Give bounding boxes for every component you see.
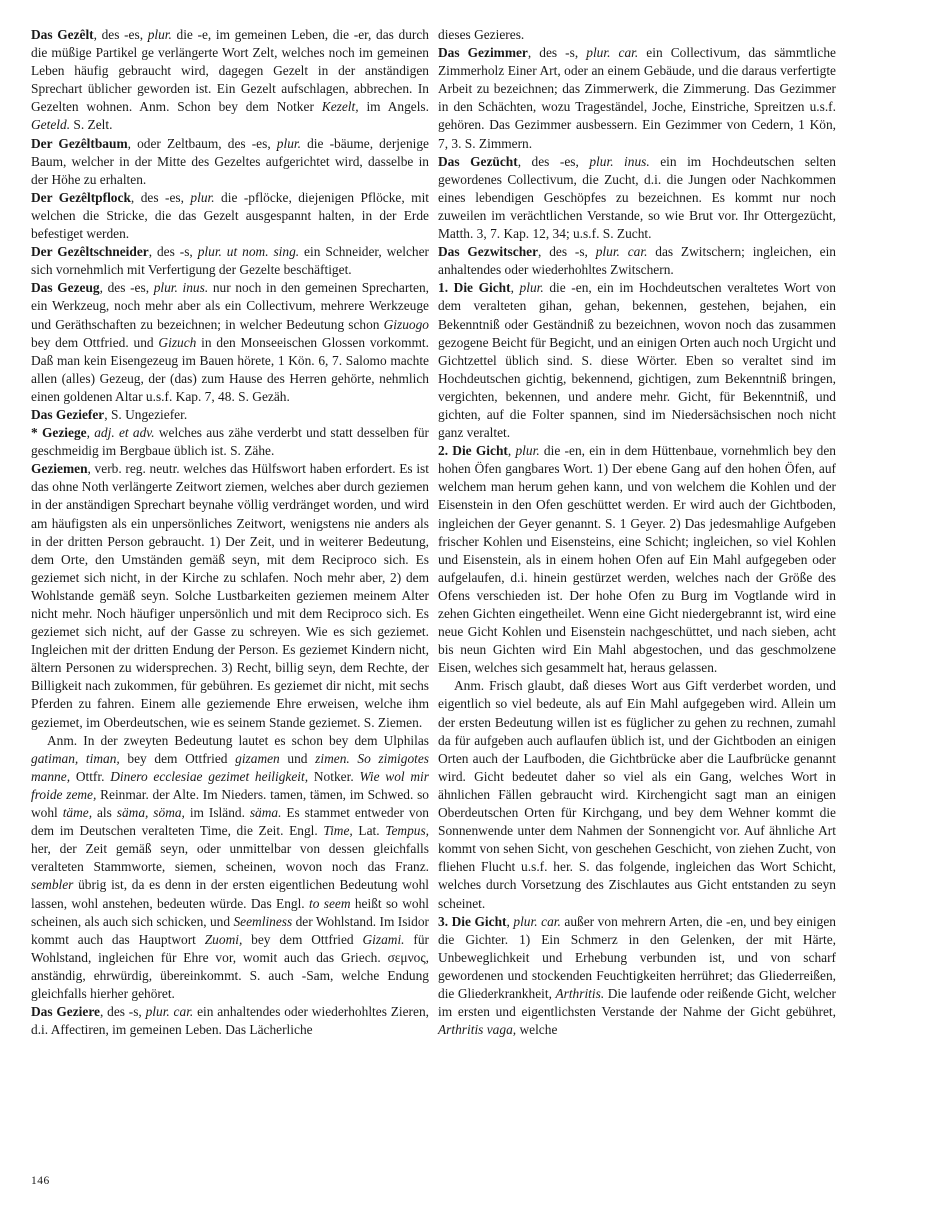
entry-text: , oder Zeltbaum, des -es, bbox=[127, 135, 277, 151]
headword: 1. Die Gicht bbox=[438, 280, 511, 296]
italic-term: Arthritis. bbox=[555, 985, 605, 1001]
entry-text: , des -s, bbox=[538, 244, 596, 260]
italic-term: gizamen bbox=[235, 750, 280, 766]
entry-text: welches aus zähe verderbt und statt desselben für geschmeidig im Bergbaue üblich ist. S. Zähe. bbox=[31, 425, 429, 459]
page-number: 146 bbox=[31, 1175, 50, 1187]
entry-text: Lat. bbox=[352, 823, 386, 839]
entry-text: welche bbox=[516, 1022, 558, 1038]
entry-text: , des -s, bbox=[527, 45, 587, 61]
entry-text: in den Monseeischen Glossen vorkommt. Daß man kein Eisengezeug im Bauen hörete, 1 Kön. 6, 7. Salomo machte allen (alles) Gezeug, der (das) zum Hause des Herren gehörte, nehmlich einen goldenen Altar u.s.f. Kap. 7, 48. S. Gezäh. bbox=[31, 334, 429, 404]
headword: 2. Die Gicht bbox=[438, 443, 508, 459]
italic-term: täme, bbox=[62, 805, 93, 821]
entry-text: , bbox=[510, 280, 520, 296]
dictionary-entry bbox=[31, 189, 429, 243]
italic-term: sembler bbox=[31, 877, 74, 893]
entry-text: das Zwitschern; ingleichen, ein anhaltendes oder wiederhohltes Zwitschern. bbox=[438, 244, 836, 278]
headword: Der Gezêltpflock bbox=[31, 189, 131, 205]
italic-term: to seem bbox=[309, 895, 351, 911]
entry-text: die -pflöcke, diejenigen Pflöcke, mit welchen die Stricke, die das Gezelt ausgespannt halten, in der Erde befestiget werden. bbox=[31, 189, 430, 242]
headword: Das Geziefer bbox=[31, 406, 105, 422]
entry-text: , des -es, bbox=[517, 153, 590, 169]
dictionary-entry bbox=[31, 406, 429, 424]
headword: Der Gezêltbaum bbox=[31, 135, 128, 151]
entry-text: übrig ist, da es denn in der ersten eigentlichen Bedeutung wohl lassen, wohl anstehen, bedeuten würde. Das Engl. bbox=[31, 877, 429, 911]
dictionary-entry bbox=[31, 279, 429, 406]
headword: Das Gezêlt bbox=[31, 27, 94, 42]
entry-text: her, der Zeit gemäß seyn, oder unmittelbar von dessen gleichfalls veralteten Stammworte, siemen, scheinen, wovon noch das Franz. bbox=[31, 841, 429, 875]
entry-text: , des -es, bbox=[130, 189, 191, 205]
entry-text: , des -s, bbox=[148, 244, 198, 260]
entry-text: die -e, im gemeinen Leben, die -er, das durch die müßige Partikel ge verlängerte Wort Zelt, welches noch im gemeinen Leben häufig gebraucht wird, dagegen Gezelt in der anständigen Sprechart üblicher geworden ist. Ein Gezelt aufschlagen, abbrechen. In Gezelten wohnen. Anm. Schon bey dem Notker bbox=[31, 27, 429, 115]
italic-term: Tempus, bbox=[385, 823, 430, 839]
italic-term: Arthritis vaga, bbox=[438, 1022, 517, 1038]
italic-term: gatiman, timan, bbox=[31, 750, 120, 766]
entry-text: S. Zelt. bbox=[70, 117, 113, 133]
entry-text: außer von mehrern Arten, die -en, und bey einigen die Gichter. 1) Ein Schmerz in den Gelenken, der mit Härte, Unbeweglichkeit und Erhebung verbunden ist, und von scharf gewordenen und stockenden Feuchtigkeiten herrühret; das Gliederreißen, die Gliederkrankheit, bbox=[438, 913, 836, 1001]
italic-term: plur. car. bbox=[145, 1004, 194, 1020]
entry-text: im Angels. bbox=[358, 99, 429, 115]
entry-text: , des -es, bbox=[93, 27, 148, 42]
headword: Das Gezücht bbox=[438, 153, 518, 169]
italic-term: Seemliness bbox=[233, 913, 293, 929]
left-column bbox=[31, 26, 429, 1039]
entry-text: , des -s, bbox=[99, 1004, 146, 1020]
entry-text: Es stammet entweder von dem im Deutschen veralteten Time, die Zeit. Engl. bbox=[31, 805, 429, 839]
entry-text: und bbox=[279, 750, 316, 766]
entry-text: die -en, ein im Hochdeutschen veraltetes Wort von dem veralteten gihan, gehan, bekennen, gestehen, bejahen, ein Bekenntniß oder Geständniß zu bezeichnen, wovon noch das zusammen gezogene Beicht für Begicht, und an einigen Orten auch noch Urgicht und Gichtzettel üblich sind. S. diese Wörter. Eben so veraltet sind im Hochdeutschen gichtig, bekennend, gichtigen, zum Bekenntniß bringen, vergichten, bekennen, und andere mehr. Gicht, für Bekenntniß, und gichten, auf die Folter spannen, sind im Niedersächsischen noch nicht ganz veraltet. bbox=[438, 280, 836, 441]
dictionary-entry bbox=[438, 442, 836, 677]
entry-text: nur noch in den gemeinen Sprecharten, ein Werkzeug, noch mehr aber als ein Collectivum, mehrere Werkzeuge und Geräthschaften zu bezeichnen; in welcher Bedeutung schon bbox=[31, 280, 429, 332]
italic-term: plur. bbox=[147, 27, 172, 42]
dictionary-entry bbox=[31, 135, 429, 189]
headword: Der Gezêltschneider bbox=[31, 244, 149, 260]
italic-term: Gizuch bbox=[158, 334, 197, 350]
italic-term: adj. et adv. bbox=[94, 425, 155, 441]
entry-text: Die laufende oder reißende Gicht, welcher im ersten und eigentlichsten Verstande der Nahme der Gicht gebühret, bbox=[438, 985, 836, 1020]
entry-text: für Wohlstand, ingleichen für Ehre vor, womit auch das Griech. σεμνος, anständig, ehrwürdig, übereinkommt. S. auch -Sam, welche Endung gleichfalls hierher gehöret. bbox=[31, 931, 429, 1001]
italic-term: Dinero ecclesiae gezimet heiligkeit, bbox=[110, 768, 309, 784]
dictionary-entry bbox=[31, 26, 429, 135]
italic-term: Gizuogo bbox=[383, 316, 429, 332]
dictionary-entry bbox=[31, 424, 429, 460]
headword: * Geziege bbox=[31, 425, 87, 441]
entry-text: bey dem Ottfried bbox=[119, 750, 236, 766]
entry-text: ein Schneider, welcher sich vornehmlich mit Verfertigung der Gezelte beschäftiget. bbox=[31, 244, 429, 278]
entry-text: Reinmar. der Alte. Im Nieders. tamen, tämen, im Schwed. so wohl bbox=[31, 786, 429, 821]
entry-text: , bbox=[86, 425, 95, 441]
dictionary-entry bbox=[438, 44, 836, 153]
dictionary-entry bbox=[438, 243, 836, 279]
italic-term: Kezelt, bbox=[321, 99, 359, 115]
entry-text: bey dem Ottfried bbox=[242, 931, 363, 947]
italic-term: säma. bbox=[249, 805, 282, 821]
italic-term: plur. bbox=[276, 135, 301, 151]
italic-term: Gizami. bbox=[362, 931, 405, 947]
dictionary-entry bbox=[31, 1003, 429, 1039]
entry-text: , S. Ungeziefer. bbox=[104, 406, 188, 422]
entry-text: im Isländ. bbox=[184, 805, 250, 821]
entry-text: ein Collectivum, das sämmtliche Zimmerholz Einer Art, oder an einem Gebäude, und die daraus verfertigte Arbeit zu bezeichnen; das Zimmerwerk, die Zimmerung. Das Gezimmer in den Schächten, wozu Trageständel, Joche, Einstriche, Spreitzen u.s.f. gehören. Das Gezimmer ausbessern. Ein Gezimmer von Cedern, 1 Kön, 7, 3. S. Zimmern. bbox=[438, 45, 836, 151]
dictionary-entry bbox=[31, 243, 429, 279]
italic-term: plur. ut nom. sing. bbox=[197, 244, 300, 260]
entry-text: heißt so wohl scheinen, als auch sich schicken, und bbox=[31, 895, 429, 929]
entry-text: , bbox=[506, 913, 514, 929]
entry-text: dieses Gezieres. bbox=[438, 27, 525, 42]
entry-text: , verb. reg. neutr. welches das Hülfswort haben erfordert. Es ist das ohne Noth verlängerte Zeitwort ziemen, welches aber durch geziemen in der anständigen Sprechart beynahe völlig verdränget worden, und wird am häufigsten als ein unpersönliches Zeitwort, wenigstens nie anders als in der dritten Person gebraucht. 1) Der Zeit, und in weiterer Bedeutung, dem Orte, den Umständen gemäß seyn, mit dem Reciproco sich. Es geziemet sich nicht, in der Kirche zu schlafen. Noch mehr aber, 2) dem Wohlstande gemäß seyn. Solche Lustbarkeiten geziemen meinem Alter nicht mehr. Noch häufiger unpersönlich und mit dem Reciproco sich. Es geziemet sich nicht, auf der Gasse zu schreyen. Wie es sich geziemet. Ingleichen mit der dritten Endung der Person. Es geziemet Kindern nicht, ältern Personen zu widersprechen. 3) Recht, billig seyn, dem Rechte, der Billigkeit nach zukommen, für gebühren. Es geziemet dir nicht, mit sechs Pferden zu fahren. Einem alle geziemende Ehre erweisen, welche ihm geziemet, im Oberdeutschen, wie es seinem Stande geziemet. S. Ziemen. bbox=[31, 461, 429, 730]
dictionary-entry bbox=[438, 26, 836, 44]
entry-text: die -bäume, derjenige Baum, welcher in der Mitte des Gezeltes aufgerichtet wird, dasselbe in der Höhe zu erhalten. bbox=[31, 135, 429, 187]
annotation-paragraph bbox=[31, 732, 429, 1003]
entry-text: die -en, ein in dem Hüttenbaue, vornehmlich bey den hohen Öfen gangbares Wort. 1) Der ebene Gang auf den hohen Öfen, auf welchem man herum gehen kann, und von welchem die Kohlen und der Eisenstein in den Ofen geschüttet werden. Er wird auch der Gichtboden, ingleichen der Geyer genannt. S. 1 Geyer. 2) Das jedesmahlige Aufgeben frischer Kohlen und Eisensteins, eine Schicht; ingleichen, so viel Kohlen und Eisenstein, als in einem hohen Ofen auf Ein Mahl aufgegeben oder aufgelaufen, d.i. hinein gestürzet werden, welches nach der Größe des Ofens verschieden ist. Der hohe Ofen zu Burg im Vogtlande wird in zehen Gichten eingetheilet. Wenn eine Gicht niedergebrannt ist, wird eine neue Gicht Kohlen und Eisenstein nachgeschüttet, und nach sieben, acht bis neun Gichten wird Ein Mahl abgestochen, und das geschmolzene Eisen, welches sich gesammelt hat, heraus gelassen. bbox=[438, 443, 836, 676]
entry-text: ein im Hochdeutschen selten gewordenes Collectivum, die Zucht, d.i. die Jungen oder Nachkommen eines lebendigen Geschöpfes zu bezeichnen. Es kommt nur noch zuweilen im verächtlichen Verstande, so wie Brut vor. Ihr Ottergezücht, Matth. 3, 7. Kap. 12, 34; u.s.f. S. Zucht. bbox=[438, 153, 837, 242]
italic-term: Wie wol mir froide zeme, bbox=[31, 768, 429, 802]
entry-text: Anm. In der zweyten Bedeutung lautet es schon bey dem Ulphilas bbox=[47, 732, 429, 748]
entry-text: , des -es, bbox=[99, 280, 154, 296]
right-column bbox=[438, 26, 836, 1039]
entry-text: Ottfr. bbox=[70, 768, 111, 784]
italic-term: plur. inus. bbox=[589, 153, 650, 169]
dictionary-entry bbox=[438, 913, 836, 1040]
entry-text: , bbox=[507, 443, 516, 459]
entry-text: der Wohlstand. Im Isidor kommt auch das Hauptwort bbox=[31, 913, 429, 947]
italic-term: Time, bbox=[323, 823, 353, 839]
headword: Das Gezwitscher bbox=[438, 244, 539, 260]
headword: Das Gezeug bbox=[31, 280, 100, 296]
dictionary-entry bbox=[438, 279, 836, 442]
headword: Geziemen bbox=[31, 461, 88, 477]
italic-term: Zuomi, bbox=[204, 931, 243, 947]
dictionary-entry bbox=[31, 460, 429, 731]
italic-term: Geteld. bbox=[31, 117, 71, 133]
entry-text: Anm. Frisch glaubt, daß dieses Wort aus Gift verderbet worden, und eigentlich so viel bedeute, als auf Ein Mahl aufgegeben wird. Allein um der ersten Bedeutung willen ist es füglicher zu gehen zu rechnen, zumahl da für aufgeben auch auflaufen üblich ist, und der Gichtboden an einigen Orten auch der Laufboden, die Gichtbrücke aber die Laufbrücke genannt wird. Gicht bedeutet daher so viel als ein Gang, welches Wort in ähnlichen Fällen gebraucht wird. Kirchengicht sagt man an einigen Oberdeutschen Orten für Kirchgang, und bey dem Wehner kommt die Sonnenwende unter dem Nahmen der Sonnengicht vor. Auf ähnliche Art kommt von sehen Sicht, von geschehen Geschicht, von ziehen Zucht, von fliehen Flucht u.s.f. her. S. das folgende, ingleichen das Wort Schicht, welches durch Vorsetzung des Zischlautes aus Gicht entstanden zu seyn scheinet. bbox=[438, 678, 836, 911]
italic-term: zimen. So zimigotes manne, bbox=[31, 750, 430, 784]
entry-text: als bbox=[92, 805, 117, 821]
italic-term: plur. bbox=[519, 280, 544, 296]
annotation-paragraph bbox=[438, 677, 836, 912]
entry-text: bey dem Ottfried. und bbox=[31, 334, 159, 350]
italic-term: plur. bbox=[190, 189, 215, 205]
headword: Das Geziere bbox=[31, 1004, 100, 1020]
italic-term: plur. car. bbox=[586, 45, 639, 61]
headword: Das Gezimmer bbox=[438, 45, 528, 61]
italic-term: plur. inus. bbox=[153, 280, 209, 296]
italic-term: plur. car. bbox=[513, 913, 561, 929]
dictionary-entry bbox=[438, 153, 836, 243]
entry-text: ein anhaltendes oder wiederhohltes Zieren, d.i. Affectiren, im gemeinen Leben. Das Lächerliche bbox=[31, 1004, 429, 1038]
headword: 3. Die Gicht bbox=[438, 913, 507, 929]
italic-term: plur. car. bbox=[595, 244, 648, 260]
italic-term: plur. bbox=[515, 443, 540, 459]
italic-term: säma, söma, bbox=[116, 805, 185, 821]
entry-text: Notker. bbox=[308, 768, 360, 784]
